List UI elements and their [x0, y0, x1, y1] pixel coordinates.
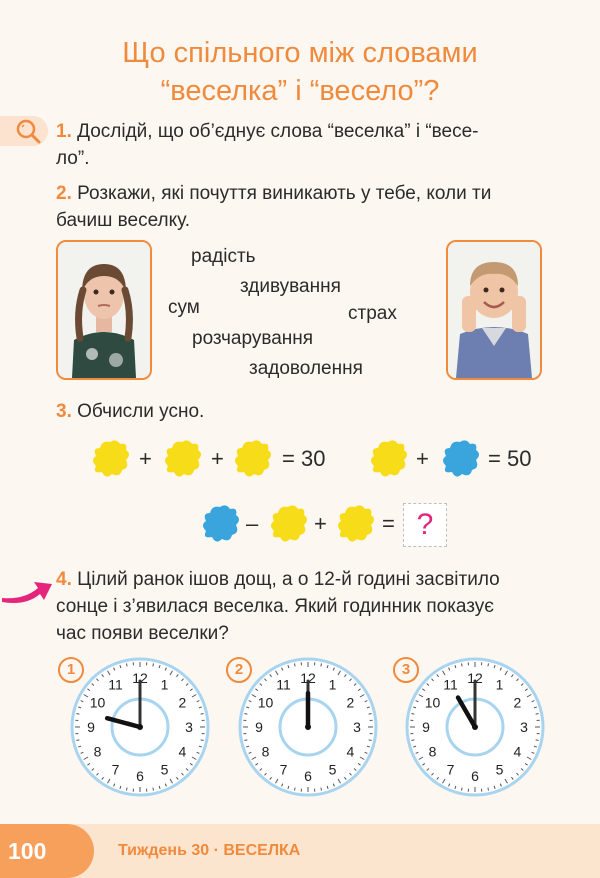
clock-tick: [488, 663, 489, 666]
clock-number: 12: [132, 670, 148, 686]
clock-number: 4: [178, 743, 187, 760]
task-4: [56, 566, 500, 593]
clock-tick: [461, 788, 462, 791]
clock-tick: [153, 788, 154, 791]
task-1-line-2: ло”.: [56, 148, 90, 169]
task-3-text: Обчисли усно.: [77, 401, 205, 422]
page-title: [0, 34, 600, 110]
plus-sign: +: [139, 446, 152, 471]
girl-photo: [56, 240, 152, 380]
clock-tick: [536, 713, 539, 714]
clock-number: 11: [108, 676, 123, 693]
clock-number: 10: [424, 694, 441, 711]
clock-tick: [126, 663, 127, 666]
yellow-blot-icon: [335, 503, 377, 543]
yellow-blot-icon: [232, 438, 274, 478]
clock-number: 1: [328, 676, 337, 693]
clock-number: 8: [93, 743, 102, 760]
clock-number: 3: [520, 719, 528, 735]
clock-tick: [126, 788, 127, 791]
clock-number: 8: [428, 743, 437, 760]
yellow-blot-icon: [90, 438, 132, 478]
title-line-2: “веселка” і “весело”?: [160, 75, 440, 107]
clock-number: 4: [346, 743, 355, 760]
clock-tick: [294, 663, 295, 666]
yellow-blot-icon: [162, 438, 204, 478]
clock-number: 5: [160, 761, 169, 778]
magnifier-tab: [0, 116, 48, 146]
equation-2-result: = 50: [488, 446, 532, 471]
task-4-line-2: сонце і з’явилася веселка. Який годинник показує: [56, 596, 494, 617]
week-label: Тиждень 30 · ВЕСЕЛКА: [118, 842, 301, 859]
clock-tick: [411, 713, 414, 714]
clock-number: 9: [422, 719, 430, 735]
clock-label-1: 1: [58, 657, 84, 683]
clock-tick: [244, 713, 247, 714]
girl-illustration: [58, 242, 150, 378]
clock-tick: [321, 788, 322, 791]
clock-number: 2: [513, 694, 522, 711]
clock-number: 12: [300, 670, 316, 686]
task-2-number: 2.: [56, 183, 72, 204]
clock-number: 11: [276, 676, 291, 693]
clock-number: 5: [328, 761, 337, 778]
plus-sign: +: [211, 446, 224, 471]
equation-1-result: = 30: [282, 446, 326, 471]
blue-blot-icon: [200, 503, 242, 543]
clock-number: 7: [279, 761, 288, 778]
clock-number: 3: [185, 719, 193, 735]
clock-number: 6: [136, 768, 144, 784]
clock-tick: [321, 663, 322, 666]
clock-tick: [76, 713, 79, 714]
clock-number: 6: [471, 768, 479, 784]
clock-label-3: 3: [393, 657, 419, 683]
yellow-blot-icon: [268, 503, 310, 543]
feeling-word: розчарування: [192, 328, 314, 349]
clock-number: 6: [304, 768, 312, 784]
clock-tick: [153, 663, 154, 666]
clock-number: 2: [346, 694, 355, 711]
feeling-word: здивування: [240, 276, 341, 297]
clock-number: 1: [160, 676, 169, 693]
answer-box[interactable]: ?: [403, 503, 447, 547]
clock-tick: [461, 663, 462, 666]
task-4-number: 4.: [56, 569, 72, 590]
magnifier-icon: [0, 116, 48, 146]
clock-tick: [369, 740, 372, 741]
clock-tick: [411, 740, 414, 741]
clock-tick: [201, 713, 204, 714]
clock-number: 4: [513, 743, 522, 760]
plus-sign: +: [416, 446, 429, 471]
equals-sign: =: [382, 511, 395, 536]
clock-2[interactable]: [228, 647, 388, 807]
clock-number: 1: [495, 676, 504, 693]
clock-number: 10: [89, 694, 106, 711]
clock-number: 8: [261, 743, 270, 760]
page-number: 100: [0, 824, 94, 878]
clock-number: 12: [467, 670, 483, 686]
task-1: [56, 118, 479, 145]
clock-tick: [488, 788, 489, 791]
boy-photo: [446, 240, 542, 380]
clock-label-2: 2: [226, 657, 252, 683]
clock-tick: [201, 740, 204, 741]
task-4-text-line-1: Цілий ранок ішов дощ, а о 12-й годині засвітило: [77, 569, 500, 590]
clock-number: 11: [443, 676, 458, 693]
task-2: [56, 180, 491, 207]
feeling-word: задоволення: [249, 358, 363, 379]
clock-tick: [536, 740, 539, 741]
task-2-line-2: бачиш веселку.: [56, 210, 191, 231]
minus-sign: –: [246, 511, 259, 536]
clock-number: 5: [495, 761, 504, 778]
task-3-number: 3.: [56, 401, 72, 422]
clock-number: 7: [446, 761, 455, 778]
feeling-word: сум: [168, 297, 200, 318]
yellow-blot-icon: [368, 438, 410, 478]
task-4-line-3: час появи веселки?: [56, 623, 229, 644]
clock-tick: [76, 740, 79, 741]
blue-blot-icon: [440, 438, 482, 478]
clock-tick: [244, 740, 247, 741]
task-2-text-line-1: Розкажи, які почуття виникають у тебе, коли ти: [77, 183, 492, 204]
feeling-word: страх: [348, 303, 397, 324]
task-3: [56, 398, 204, 425]
clock-number: 10: [257, 694, 274, 711]
clock-number: 9: [255, 719, 263, 735]
clock-tick: [369, 713, 372, 714]
title-line-1: Що спільного між словами: [122, 37, 478, 69]
clock-number: 7: [111, 761, 120, 778]
plus-sign: +: [314, 511, 327, 536]
task-1-text-line-1: Дослідй, що об’єднує слова “веселка” і “весе-: [77, 121, 479, 142]
clock-number: 2: [178, 694, 187, 711]
clock-number: 3: [353, 719, 361, 735]
clock-tick: [294, 788, 295, 791]
boy-illustration: [448, 242, 540, 378]
pointer-arrow-icon: [0, 576, 54, 606]
feeling-word: радість: [191, 246, 256, 267]
task-1-number: 1.: [56, 121, 72, 142]
clock-1[interactable]: [60, 647, 220, 807]
clock-number: 9: [87, 719, 95, 735]
clock-3[interactable]: [395, 647, 555, 807]
